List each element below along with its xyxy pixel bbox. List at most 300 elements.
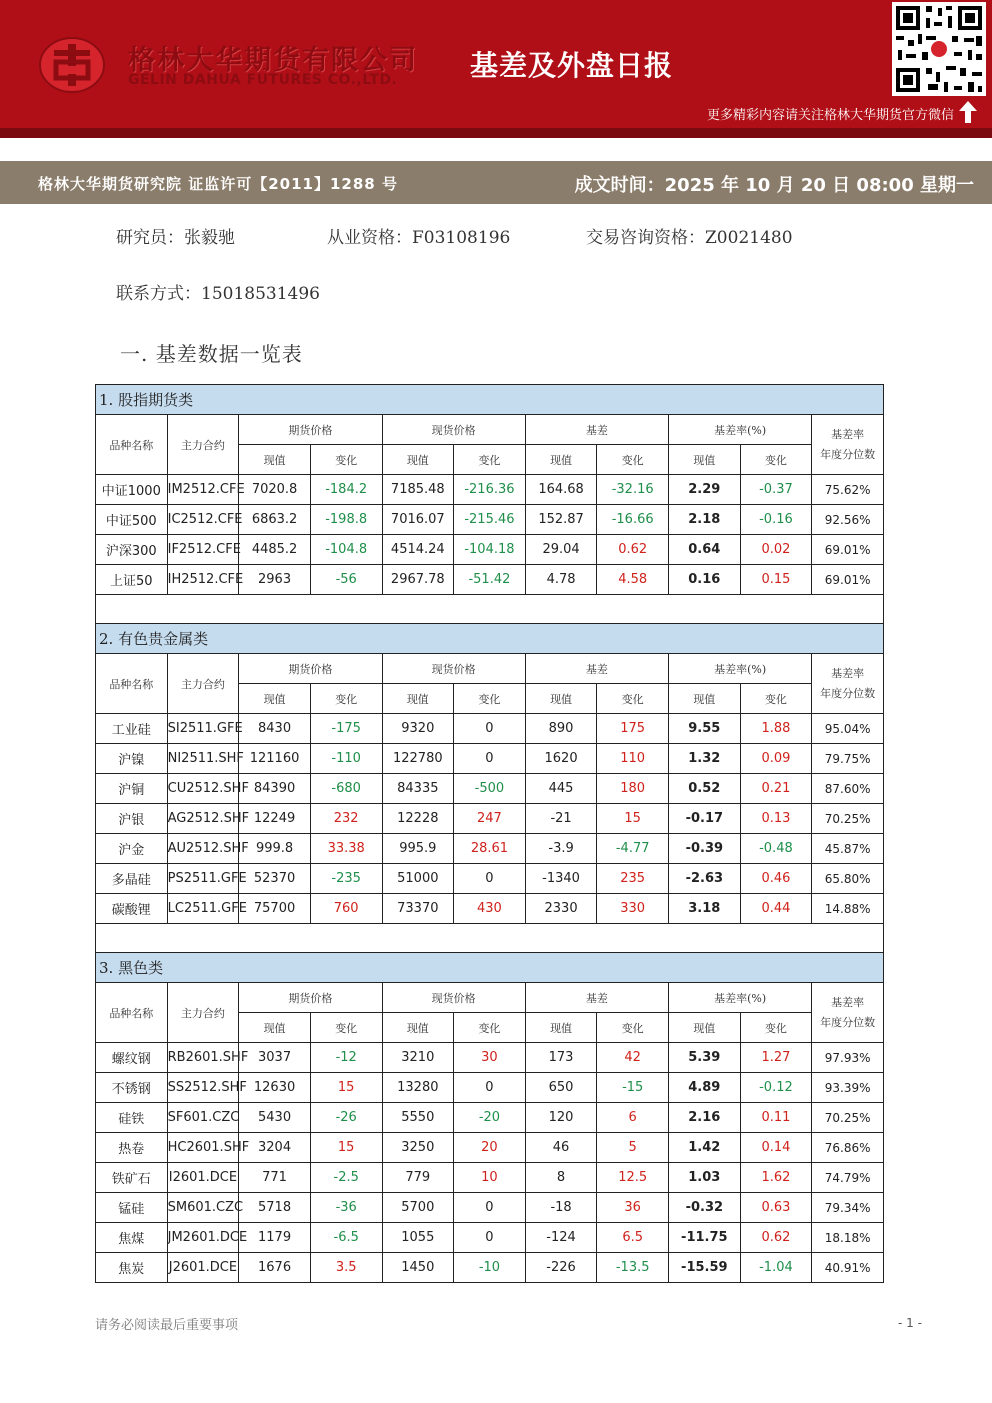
cell-spot-chg: 0: [454, 864, 526, 894]
cell-percentile: 74.79%: [812, 1163, 884, 1193]
cell-basis-chg: 110: [597, 744, 669, 774]
cell-percentile: 92.56%: [812, 505, 884, 535]
header-percentile: [812, 415, 884, 475]
cell-name: 焦煤: [96, 1223, 168, 1253]
cell-name: 热卷: [96, 1133, 168, 1163]
cell-rate-chg: 0.13: [740, 804, 812, 834]
qr-code-icon[interactable]: [892, 2, 986, 96]
header-change: 变化: [740, 1013, 812, 1043]
cell-contract: SI2511.GFE: [167, 714, 239, 744]
header-current: 现值: [525, 684, 597, 714]
cell-fut-chg: -175: [310, 714, 382, 744]
cell-fut: 1179: [239, 1223, 311, 1253]
cell-fut-chg: -680: [310, 774, 382, 804]
cell-name: 上证50: [96, 565, 168, 595]
cell-fut: 2963: [239, 565, 311, 595]
cell-basis-chg: 235: [597, 864, 669, 894]
cell-fut: 121160: [239, 744, 311, 774]
cell-basis-chg: 12.5: [597, 1163, 669, 1193]
cell-spot-chg: 0: [454, 1223, 526, 1253]
cell-spot-chg: -216.36: [454, 475, 526, 505]
cell-basis: 8: [525, 1163, 597, 1193]
cell-fut-chg: -104.8: [310, 535, 382, 565]
cell-fut-chg: -235: [310, 864, 382, 894]
arrow-up-icon: [958, 100, 978, 124]
cell-name: 工业硅: [96, 714, 168, 744]
cell-contract: IF2512.CFE: [167, 535, 239, 565]
cell-spot: 4514.24: [382, 535, 454, 565]
cell-name: 中证500: [96, 505, 168, 535]
cell-rate-chg: -0.12: [740, 1073, 812, 1103]
cell-contract: LC2511.GFE: [167, 894, 239, 924]
cell-rate: -11.75: [669, 1223, 741, 1253]
company-name-cn: 格林大华期货有限公司: [128, 45, 418, 76]
basis-table: [95, 384, 884, 625]
basis-table: [95, 952, 884, 1283]
cell-name: 中证1000: [96, 475, 168, 505]
cell-spot-chg: 28.61: [454, 834, 526, 864]
table-row: [96, 565, 884, 595]
cell-name: 不锈钢: [96, 1073, 168, 1103]
cell-fut-chg: -56: [310, 565, 382, 595]
header-fut-price: 期货价格: [239, 654, 382, 684]
cell-fut: 3037: [239, 1043, 311, 1073]
cell-basis: 2330: [525, 894, 597, 924]
header-change: 变化: [454, 684, 526, 714]
cell-fut-chg: -2.5: [310, 1163, 382, 1193]
cell-fut: 8430: [239, 714, 311, 744]
cell-contract: CU2512.SHF: [167, 774, 239, 804]
header-fut-price: 期货价格: [239, 415, 382, 445]
spacer-cell: [96, 924, 884, 954]
cell-basis: -124: [525, 1223, 597, 1253]
cell-spot: 51000: [382, 864, 454, 894]
header-current: 现值: [239, 684, 311, 714]
cell-spot-chg: -20: [454, 1103, 526, 1133]
cell-rate-chg: 0.46: [740, 864, 812, 894]
cell-basis-chg: 180: [597, 774, 669, 804]
report-header: [0, 0, 992, 128]
cell-basis-chg: 36: [597, 1193, 669, 1223]
cell-fut: 52370: [239, 864, 311, 894]
cell-spot: 13280: [382, 1073, 454, 1103]
cell-name: 沪镍: [96, 744, 168, 774]
header-current: 现值: [382, 445, 454, 475]
cell-rate-chg: -0.48: [740, 834, 812, 864]
cell-contract: SS2512.SHF: [167, 1073, 239, 1103]
cell-fut-chg: 760: [310, 894, 382, 924]
header-change: 变化: [454, 1013, 526, 1043]
cell-name: 碳酸锂: [96, 894, 168, 924]
header-name: 品种名称: [96, 415, 168, 475]
cell-rate-chg: 0.44: [740, 894, 812, 924]
cell-contract: AU2512.SHF: [167, 834, 239, 864]
company-logo-icon: [38, 36, 106, 94]
cell-spot-chg: 430: [454, 894, 526, 924]
publish-time: 成文时间：2025 年 10 月 20 日 08:00 星期一: [574, 175, 974, 196]
cell-name: 硅铁: [96, 1103, 168, 1133]
cell-basis: 164.68: [525, 475, 597, 505]
header-change: 变化: [597, 684, 669, 714]
cell-percentile: 18.18%: [812, 1223, 884, 1253]
cell-contract: PS2511.GFE: [167, 864, 239, 894]
cell-spot-chg: 0: [454, 744, 526, 774]
company-name-en: GELIN DAHUA FUTURES CO.,LTD.: [128, 72, 398, 88]
header-basis-rate: 基差率(%): [669, 654, 812, 684]
cell-basis: 4.78: [525, 565, 597, 595]
cell-rate: 2.29: [669, 475, 741, 505]
header-current: 现值: [239, 445, 311, 475]
header-basis: 基差: [525, 654, 668, 684]
cell-basis: 29.04: [525, 535, 597, 565]
cell-spot-chg: 0: [454, 714, 526, 744]
header-change: 变化: [310, 1013, 382, 1043]
cell-name: 沪深300: [96, 535, 168, 565]
cell-rate-chg: 0.02: [740, 535, 812, 565]
cell-percentile: 87.60%: [812, 774, 884, 804]
page-number: - 1 -: [898, 1316, 922, 1330]
cell-fut: 75700: [239, 894, 311, 924]
header-basis: 基差: [525, 415, 668, 445]
cell-rate-chg: -1.04: [740, 1253, 812, 1283]
table-row: [96, 1073, 884, 1103]
cell-contract: SF601.CZC: [167, 1103, 239, 1133]
cell-percentile: 93.39%: [812, 1073, 884, 1103]
table-row: [96, 864, 884, 894]
header-change: 变化: [310, 684, 382, 714]
cell-name: 沪银: [96, 804, 168, 834]
table-row: [96, 1103, 884, 1133]
spacer-row: [96, 924, 884, 954]
cell-spot-chg: -10: [454, 1253, 526, 1283]
cell-basis: -226: [525, 1253, 597, 1283]
header-current: 现值: [525, 1013, 597, 1043]
cell-spot: 3210: [382, 1043, 454, 1073]
table-row: [96, 475, 884, 505]
cell-contract: RB2601.SHF: [167, 1043, 239, 1073]
cell-fut: 5718: [239, 1193, 311, 1223]
cell-rate-chg: -0.37: [740, 475, 812, 505]
cell-fut-chg: -110: [310, 744, 382, 774]
basis-table: [95, 623, 884, 954]
cell-contract: IM2512.CFE: [167, 475, 239, 505]
cell-percentile: 76.86%: [812, 1133, 884, 1163]
cell-spot-chg: -500: [454, 774, 526, 804]
cell-basis: 173: [525, 1043, 597, 1073]
cell-rate: -0.32: [669, 1193, 741, 1223]
cell-spot-chg: -215.46: [454, 505, 526, 535]
cell-fut: 7020.8: [239, 475, 311, 505]
cell-rate: -0.17: [669, 804, 741, 834]
table-section-title: 2. 有色贵金属类: [96, 624, 884, 654]
table-row: [96, 774, 884, 804]
cell-basis-chg: 6.5: [597, 1223, 669, 1253]
cell-rate: -15.59: [669, 1253, 741, 1283]
cell-basis-chg: 6: [597, 1103, 669, 1133]
cell-fut-chg: 15: [310, 1133, 382, 1163]
cell-rate: 3.18: [669, 894, 741, 924]
header-percentile-line1: 基差率: [831, 666, 865, 680]
header-contract: 主力合约: [167, 415, 239, 475]
cell-rate: 1.32: [669, 744, 741, 774]
cell-rate: 0.52: [669, 774, 741, 804]
cell-spot-chg: 0: [454, 1073, 526, 1103]
table-row: [96, 744, 884, 774]
cell-name: 螺纹钢: [96, 1043, 168, 1073]
cell-contract: IH2512.CFE: [167, 565, 239, 595]
cell-rate-chg: 0.62: [740, 1223, 812, 1253]
header-change: 变化: [597, 445, 669, 475]
cell-basis: -1340: [525, 864, 597, 894]
cell-name: 沪铜: [96, 774, 168, 804]
header-percentile: [812, 983, 884, 1043]
cell-basis: 1620: [525, 744, 597, 774]
table-row: [96, 804, 884, 834]
table-row: [96, 714, 884, 744]
table-row: [96, 1133, 884, 1163]
cell-fut-chg: 33.38: [310, 834, 382, 864]
spacer-row: [96, 595, 884, 625]
header-percentile-line2: 年度分位数: [820, 686, 876, 700]
cell-spot-chg: 247: [454, 804, 526, 834]
cell-basis-chg: -15: [597, 1073, 669, 1103]
cell-percentile: 45.87%: [812, 834, 884, 864]
cell-rate-chg: 0.21: [740, 774, 812, 804]
cell-name: 焦炭: [96, 1253, 168, 1283]
cell-name: 沪金: [96, 834, 168, 864]
header-percentile-line2: 年度分位数: [820, 447, 876, 461]
cell-fut: 1676: [239, 1253, 311, 1283]
cell-percentile: 65.80%: [812, 864, 884, 894]
cell-percentile: 70.25%: [812, 1103, 884, 1133]
header-current: 现值: [239, 1013, 311, 1043]
cell-rate-chg: 1.27: [740, 1043, 812, 1073]
header-percentile-line1: 基差率: [831, 427, 865, 441]
cell-fut-chg: 3.5: [310, 1253, 382, 1283]
header-spot-price: 现货价格: [382, 415, 525, 445]
contact: 联系方式：15018531496: [116, 284, 320, 304]
header-spot-price: 现货价格: [382, 654, 525, 684]
cell-rate: 1.42: [669, 1133, 741, 1163]
cell-percentile: 79.34%: [812, 1193, 884, 1223]
table-row: [96, 1253, 884, 1283]
cell-rate-chg: 1.62: [740, 1163, 812, 1193]
header-percentile-line2: 年度分位数: [820, 1015, 876, 1029]
header-current: 现值: [669, 684, 741, 714]
cell-rate: 5.39: [669, 1043, 741, 1073]
cell-rate-chg: 0.14: [740, 1133, 812, 1163]
cell-basis-chg: -32.16: [597, 475, 669, 505]
cell-contract: I2601.DCE: [167, 1163, 239, 1193]
cell-name: 多晶硅: [96, 864, 168, 894]
cell-fut: 3204: [239, 1133, 311, 1163]
cell-spot: 9320: [382, 714, 454, 744]
cell-rate: 4.89: [669, 1073, 741, 1103]
cell-rate-chg: -0.16: [740, 505, 812, 535]
cell-contract: IC2512.CFE: [167, 505, 239, 535]
cell-fut-chg: -198.8: [310, 505, 382, 535]
cell-spot-chg: -104.18: [454, 535, 526, 565]
header-change: 变化: [310, 445, 382, 475]
cell-percentile: 75.62%: [812, 475, 884, 505]
cell-spot: 2967.78: [382, 565, 454, 595]
cell-rate: 2.16: [669, 1103, 741, 1133]
cell-contract: J2601.DCE: [167, 1253, 239, 1283]
cell-basis-chg: -4.77: [597, 834, 669, 864]
table-row: [96, 505, 884, 535]
table-row: [96, 1163, 884, 1193]
cell-contract: JM2601.DCE: [167, 1223, 239, 1253]
cell-fut: 4485.2: [239, 535, 311, 565]
cell-contract: SM601.CZC: [167, 1193, 239, 1223]
header-change: 变化: [740, 684, 812, 714]
table-row: [96, 1043, 884, 1073]
cell-basis-chg: 5: [597, 1133, 669, 1163]
report-title: 基差及外盘日报: [470, 49, 674, 82]
cell-rate: -2.63: [669, 864, 741, 894]
cell-basis-chg: -13.5: [597, 1253, 669, 1283]
cell-percentile: 40.91%: [812, 1253, 884, 1283]
institute-license: 格林大华期货研究院 证监许可【2011】1288 号: [38, 175, 398, 193]
header-contract: 主力合约: [167, 654, 239, 714]
cell-rate: 0.16: [669, 565, 741, 595]
cell-rate: 9.55: [669, 714, 741, 744]
cell-rate-chg: 0.15: [740, 565, 812, 595]
header-name: 品种名称: [96, 654, 168, 714]
cell-percentile: 70.25%: [812, 804, 884, 834]
cell-spot-chg: 0: [454, 1193, 526, 1223]
cell-basis: 890: [525, 714, 597, 744]
header-fut-price: 期货价格: [239, 983, 382, 1013]
table-row: [96, 894, 884, 924]
cell-spot: 1450: [382, 1253, 454, 1283]
cell-basis: -3.9: [525, 834, 597, 864]
cell-spot-chg: -51.42: [454, 565, 526, 595]
header-percentile: [812, 654, 884, 714]
cell-rate-chg: 0.11: [740, 1103, 812, 1133]
cell-spot: 995.9: [382, 834, 454, 864]
cell-rate: 0.64: [669, 535, 741, 565]
header-change: 变化: [454, 445, 526, 475]
cell-fut: 84390: [239, 774, 311, 804]
header-basis: 基差: [525, 983, 668, 1013]
cell-percentile: 97.93%: [812, 1043, 884, 1073]
table-row: [96, 834, 884, 864]
researcher: 研究员：张毅驰: [116, 228, 235, 248]
cell-spot: 7016.07: [382, 505, 454, 535]
table-row: [96, 1223, 884, 1253]
cell-contract: HC2601.SHF: [167, 1133, 239, 1163]
cell-fut: 12630: [239, 1073, 311, 1103]
cell-basis: 120: [525, 1103, 597, 1133]
cell-fut-chg: -12: [310, 1043, 382, 1073]
header-percentile-line1: 基差率: [831, 995, 865, 1009]
table-section-title: 1. 股指期货类: [96, 385, 884, 415]
cell-spot: 5700: [382, 1193, 454, 1223]
header-stripe: [0, 128, 992, 138]
cell-basis-chg: 42: [597, 1043, 669, 1073]
cell-fut-chg: 15: [310, 1073, 382, 1103]
cell-fut-chg: -26: [310, 1103, 382, 1133]
cell-spot-chg: 20: [454, 1133, 526, 1163]
cell-rate-chg: 1.88: [740, 714, 812, 744]
cell-basis-chg: -16.66: [597, 505, 669, 535]
header-basis-rate: 基差率(%): [669, 415, 812, 445]
cell-basis: -18: [525, 1193, 597, 1223]
cell-percentile: 79.75%: [812, 744, 884, 774]
cell-spot: 84335: [382, 774, 454, 804]
cell-basis-chg: 175: [597, 714, 669, 744]
cell-fut: 999.8: [239, 834, 311, 864]
header-contract: 主力合约: [167, 983, 239, 1043]
cell-fut-chg: -184.2: [310, 475, 382, 505]
cell-rate-chg: 0.63: [740, 1193, 812, 1223]
header-basis-rate: 基差率(%): [669, 983, 812, 1013]
cell-fut: 5430: [239, 1103, 311, 1133]
cell-basis: -21: [525, 804, 597, 834]
cell-contract: AG2512.SHF: [167, 804, 239, 834]
spacer-cell: [96, 595, 884, 625]
cell-basis-chg: 0.62: [597, 535, 669, 565]
header-change: 变化: [597, 1013, 669, 1043]
footer-note: 请务必阅读最后重要事项: [95, 1318, 239, 1333]
cell-spot-chg: 10: [454, 1163, 526, 1193]
cell-basis: 152.87: [525, 505, 597, 535]
cell-percentile: 95.04%: [812, 714, 884, 744]
cell-spot: 1055: [382, 1223, 454, 1253]
cell-basis: 650: [525, 1073, 597, 1103]
cell-fut: 12249: [239, 804, 311, 834]
table-row: [96, 1193, 884, 1223]
cell-spot: 73370: [382, 894, 454, 924]
consult-qualification: 交易咨询资格：Z0021480: [586, 228, 793, 248]
cell-basis-chg: 330: [597, 894, 669, 924]
cell-basis-chg: 4.58: [597, 565, 669, 595]
cell-spot: 12228: [382, 804, 454, 834]
cell-spot-chg: 30: [454, 1043, 526, 1073]
section-title: 一. 基差数据一览表: [120, 342, 303, 366]
cell-percentile: 14.88%: [812, 894, 884, 924]
cell-fut: 771: [239, 1163, 311, 1193]
cell-name: 锰硅: [96, 1193, 168, 1223]
cell-spot: 5550: [382, 1103, 454, 1133]
cell-fut-chg: -36: [310, 1193, 382, 1223]
header-change: 变化: [740, 445, 812, 475]
cell-percentile: 69.01%: [812, 565, 884, 595]
cell-name: 铁矿石: [96, 1163, 168, 1193]
follow-wechat-text: 更多精彩内容请关注格林大华期货官方微信: [706, 108, 954, 123]
qualification: 从业资格：F03108196: [327, 228, 511, 248]
cell-spot: 3250: [382, 1133, 454, 1163]
cell-fut: 6863.2: [239, 505, 311, 535]
cell-spot: 7185.48: [382, 475, 454, 505]
cell-rate-chg: 0.09: [740, 744, 812, 774]
cell-basis: 46: [525, 1133, 597, 1163]
header-spot-price: 现货价格: [382, 983, 525, 1013]
header-current: 现值: [382, 1013, 454, 1043]
cell-basis: 445: [525, 774, 597, 804]
cell-spot: 779: [382, 1163, 454, 1193]
header-current: 现值: [382, 684, 454, 714]
header-current: 现值: [669, 1013, 741, 1043]
cell-rate: 1.03: [669, 1163, 741, 1193]
cell-contract: NI2511.SHF: [167, 744, 239, 774]
cell-fut-chg: -6.5: [310, 1223, 382, 1253]
header-current: 现值: [669, 445, 741, 475]
header-current: 现值: [525, 445, 597, 475]
cell-percentile: 69.01%: [812, 535, 884, 565]
header-name: 品种名称: [96, 983, 168, 1043]
